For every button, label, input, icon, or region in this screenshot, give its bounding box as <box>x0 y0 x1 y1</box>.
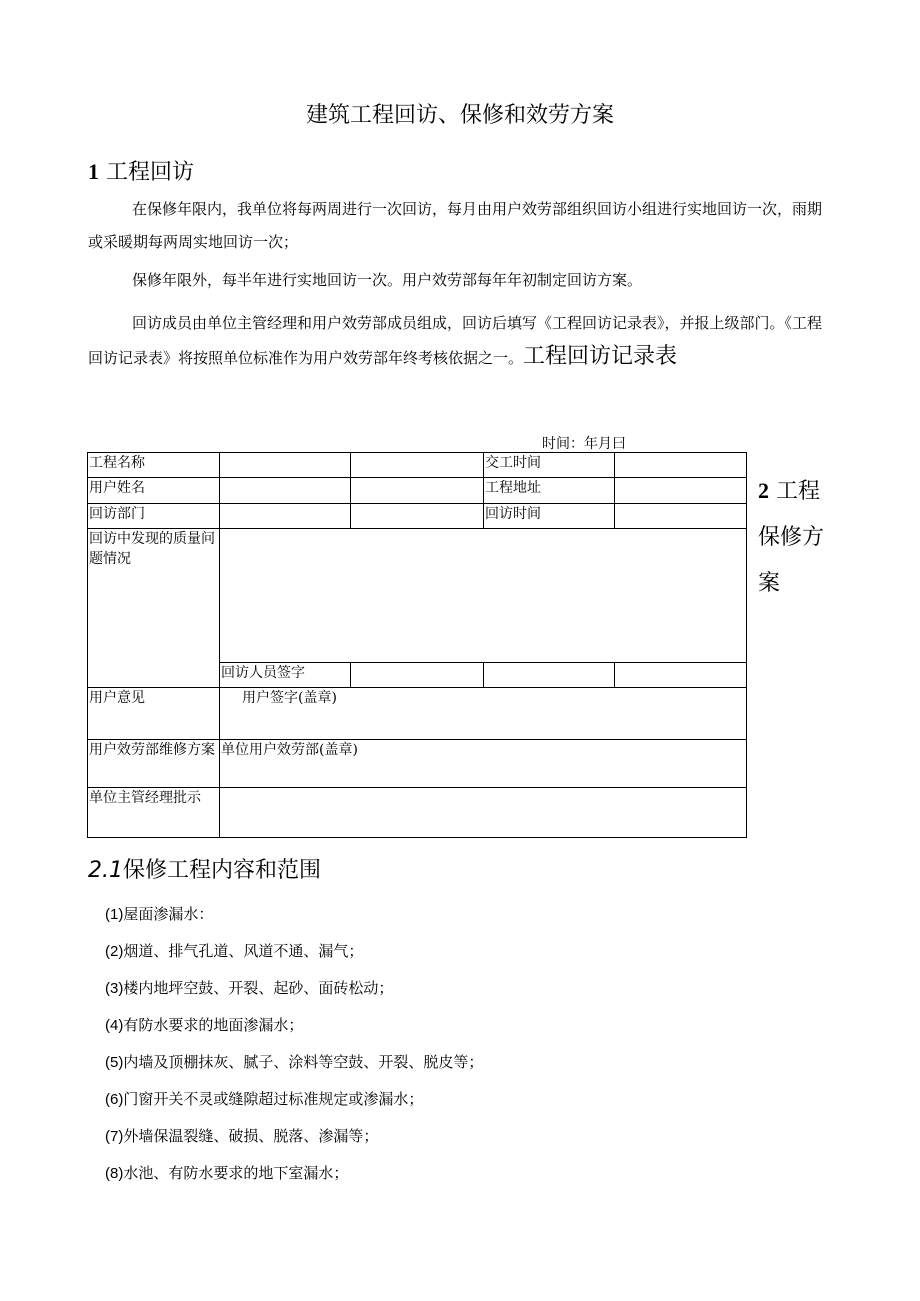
table-row <box>88 453 747 478</box>
table-row <box>88 478 747 504</box>
visit-record-table <box>87 452 747 838</box>
service-plan-label: 用户效劳部维修方案 <box>88 740 220 788</box>
visitor-signature-cell-1[interactable] <box>351 663 484 688</box>
project-name-cell-2[interactable] <box>351 453 484 478</box>
visit-time-label: 回访时间 <box>484 504 615 529</box>
record-table-title: 工程回访记录表 <box>523 344 678 369</box>
list-item: (7)外墙保温裂缝、破损、脱落、渗漏等； <box>105 1127 379 1145</box>
list-item: (8)水池、有防水要求的地下室漏水； <box>105 1164 349 1182</box>
visit-department-cell-1[interactable] <box>220 504 351 529</box>
user-signature-label: 用户签字(盖章) <box>242 690 337 706</box>
manager-instruction-label: 单位主管经理批示 <box>88 788 220 838</box>
table-row <box>88 504 747 529</box>
section-1-heading <box>88 155 194 186</box>
user-opinion-label: 用户意见 <box>88 688 220 740</box>
table-row <box>88 788 747 838</box>
list-item: (3)楼内地坪空鼓、开裂、起砂、面砖松动； <box>105 979 394 997</box>
document-title: 建筑工程回访、保修和效劳方案 <box>305 103 614 128</box>
service-dept-cell[interactable] <box>220 740 747 788</box>
quality-issues-cell[interactable] <box>220 529 747 663</box>
section-1-title: 工程回访 <box>106 160 195 185</box>
table-row <box>88 529 747 663</box>
project-name-cell-1[interactable] <box>220 453 351 478</box>
project-address-cell[interactable] <box>615 478 747 504</box>
section-2-1-title: 保修工程内容和范围 <box>123 858 322 883</box>
list-item: (1)屋面渗漏水： <box>105 905 214 923</box>
list-item: (5)内墙及顶棚抹灰、腻子、涂料等空鼓、开裂、脱皮等； <box>105 1053 484 1071</box>
paragraph-3-text: 回访成员由单位主管经理和用户效劳部成员组成，回访后填写《工程回访记录表》，并报上级部门。《工程回访记录表》将按照单位标准作为用户效劳部年终考核依据之一。 <box>88 314 823 367</box>
section-2-title: 工程保修方案 <box>758 479 825 596</box>
user-name-cell-2[interactable] <box>351 478 484 504</box>
service-dept-label: 单位用户效劳部(盖章) <box>221 742 358 758</box>
user-name-label: 用户姓名 <box>88 478 220 504</box>
visit-department-cell-2[interactable] <box>351 504 484 529</box>
table-row <box>88 688 747 740</box>
list-item: (2)烟道、排气孔道、风道不通、漏气； <box>105 942 364 960</box>
paragraph-3 <box>88 307 828 375</box>
section-2-1-number: 2.1 <box>88 858 123 883</box>
visit-time-cell[interactable] <box>615 504 747 529</box>
warranty-scope-list <box>105 900 483 1196</box>
time-label: 时间：年月曰 <box>542 436 626 452</box>
paragraph-1: 在保修年限内，我单位将每两周进行一次回访，每月由用户效劳部组织回访小组进行实地回访一次，雨期或采暖期每两周实地回访一次； <box>88 200 823 251</box>
project-address-label: 工程地址 <box>484 478 615 504</box>
paragraph-2: 保修年限外，每半年进行实地回访一次。用户效劳部每年年初制定回访方案。 <box>132 271 643 289</box>
visitor-signature-cell-3[interactable] <box>615 663 747 688</box>
list-item: (4)有防水要求的地面渗漏水； <box>105 1016 304 1034</box>
section-2-1-heading <box>88 853 321 884</box>
section-2-number: 2 <box>758 478 769 503</box>
user-name-cell-1[interactable] <box>220 478 351 504</box>
section-1-number: 1 <box>88 159 99 184</box>
section-2-heading <box>758 468 828 607</box>
quality-issues-label: 回访中发现的质量问题情况 <box>88 529 220 688</box>
visit-department-label: 回访部门 <box>88 504 220 529</box>
table-row <box>88 740 747 788</box>
visitor-signature-label: 回访人员签字 <box>220 663 351 688</box>
project-name-label: 工程名称 <box>88 453 220 478</box>
handover-time-label: 交工时间 <box>484 453 615 478</box>
user-signature-cell[interactable] <box>220 688 747 740</box>
manager-instruction-cell[interactable] <box>220 788 747 838</box>
handover-time-cell[interactable] <box>615 453 747 478</box>
list-item: (6)门窗开关不灵或缝隙超过标准规定或渗漏水； <box>105 1090 424 1108</box>
visitor-signature-cell-2[interactable] <box>484 663 615 688</box>
